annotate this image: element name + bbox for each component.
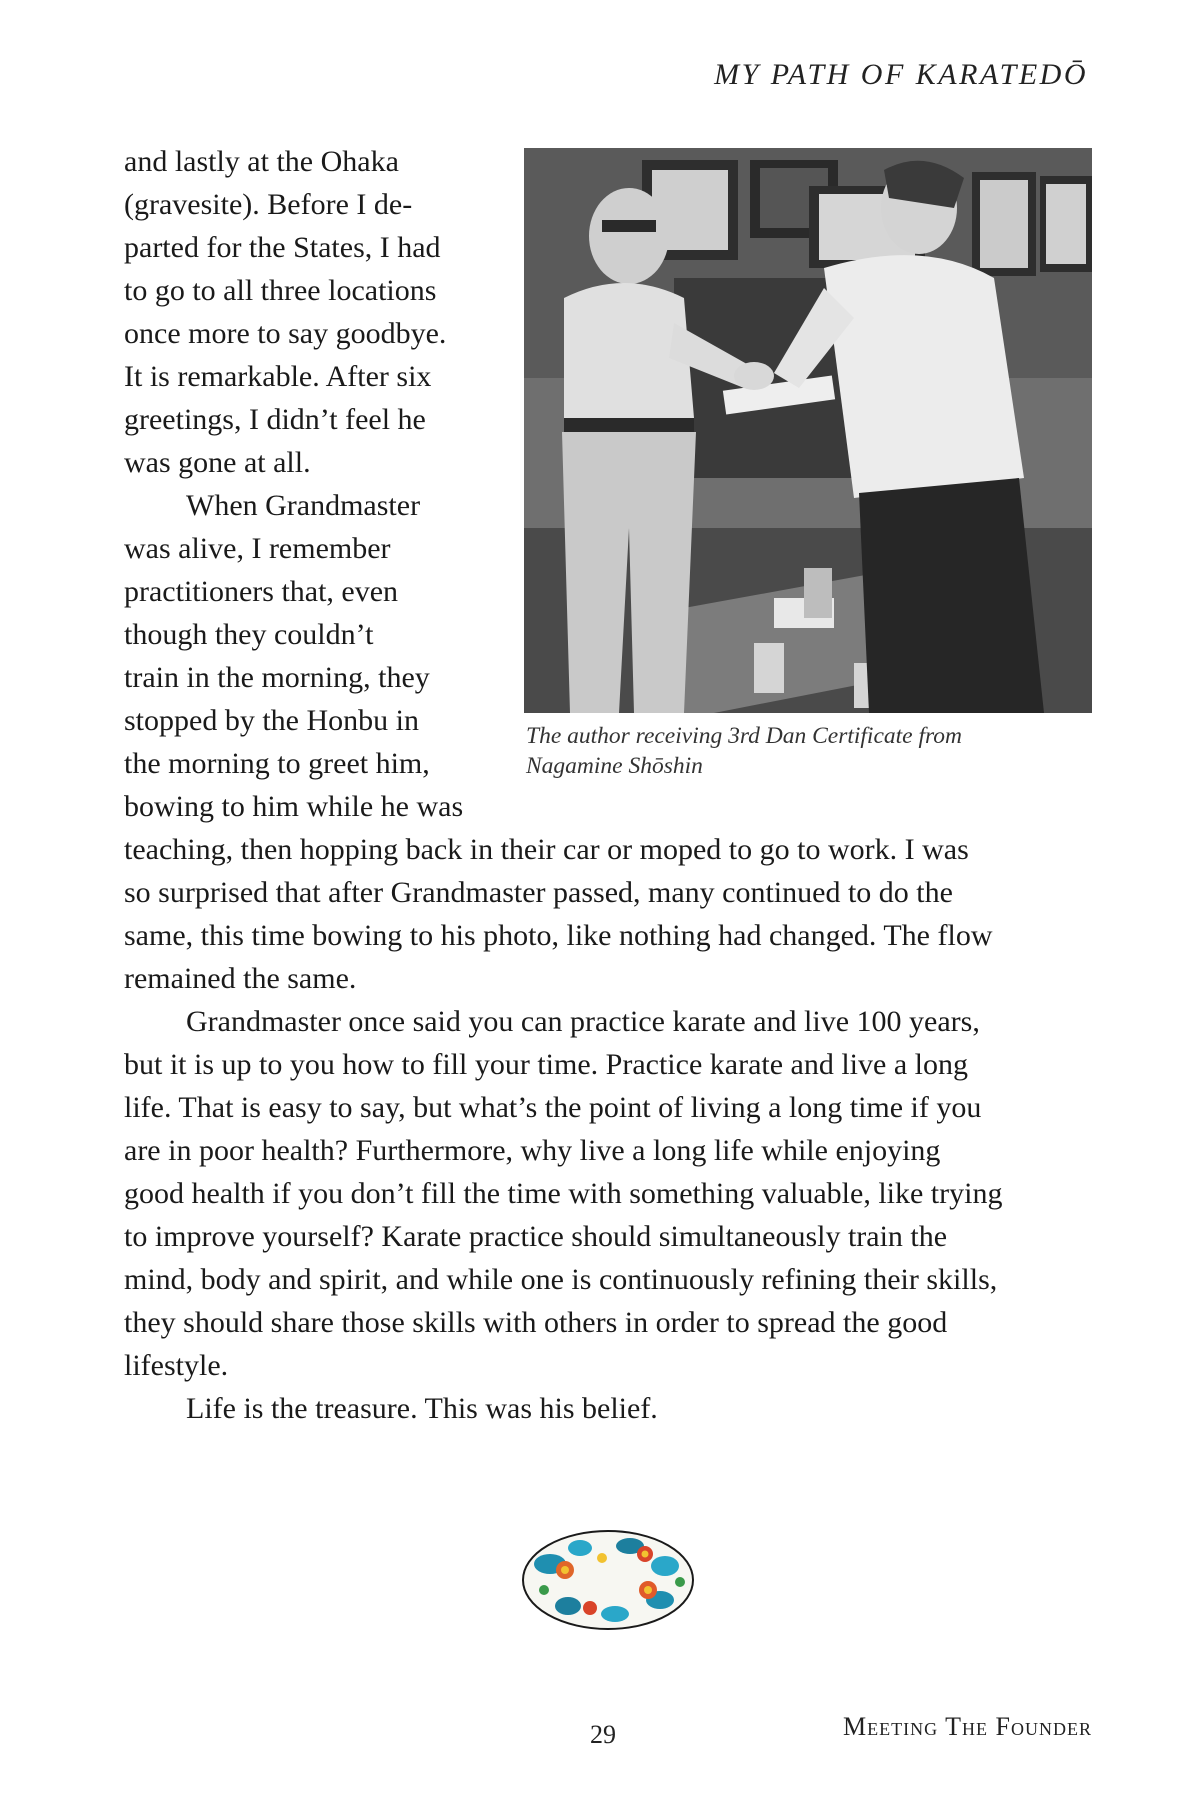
- running-foot-section-title: Meeting The Founder: [843, 1712, 1092, 1741]
- caption-line: The author receiving 3rd Dan Certificate from: [526, 723, 963, 749]
- text-line: parted for the States, I had: [124, 231, 441, 264]
- text-line: life. That is easy to say, but what’s the point of living a long time if you: [124, 1091, 982, 1124]
- narrow-text-column: [124, 140, 504, 828]
- handshake-photo: [524, 148, 1092, 713]
- floral-oval-ornament: [520, 1528, 696, 1632]
- text-line: and lastly at the Ohaka: [124, 145, 399, 178]
- text-line: but it is up to you how to fill your time. Practice karate and live a long: [124, 1048, 968, 1081]
- text-line: stopped by the Honbu in: [124, 704, 419, 737]
- text-line: bowing to him while he was: [124, 790, 464, 823]
- text-line: good health if you don’t fill the time with something valuable, like trying: [124, 1177, 1003, 1210]
- text-line: the morning to greet him,: [124, 747, 430, 780]
- paragraph-start-line: Life is the treasure. This was his belief.: [186, 1392, 658, 1425]
- text-line: (gravesite). Before I de-: [124, 188, 413, 221]
- text-line: same, this time bowing to his photo, like nothing had changed. The flow: [124, 919, 993, 952]
- text-line: practitioners that, even: [124, 575, 399, 608]
- page-number: 29: [590, 1720, 616, 1749]
- running-head-title: MY PATH OF KARATEDŌ: [714, 58, 1088, 91]
- figure: [524, 148, 1092, 781]
- text-line: so surprised that after Grandmaster passed, many continued to do the: [124, 876, 953, 909]
- figure-caption: [524, 721, 1092, 781]
- text-line: to go to all three locations: [124, 274, 437, 307]
- paragraph-start-line: Grandmaster once said you can practice karate and live 100 years,: [186, 1005, 980, 1038]
- text-line: It is remarkable. After six: [124, 360, 432, 393]
- text-line: once more to say goodbye.: [124, 317, 447, 350]
- text-line: though they couldn’t: [124, 618, 374, 651]
- full-width-text: [124, 828, 1094, 1430]
- text-line: remained the same.: [124, 962, 357, 995]
- caption-line: Nagamine Shōshin: [526, 753, 703, 779]
- text-line: was alive, I remember: [124, 532, 391, 565]
- text-line: are in poor health? Furthermore, why live a long life while enjoying: [124, 1134, 941, 1167]
- text-line: mind, body and spirit, and while one is continuously refining their skills,: [124, 1263, 998, 1296]
- text-line: lifestyle.: [124, 1349, 229, 1382]
- paragraph-start-line: When Grandmaster: [186, 489, 421, 522]
- text-line: train in the morning, they: [124, 661, 430, 694]
- text-line: to improve yourself? Karate practice should simultaneously train the: [124, 1220, 948, 1253]
- text-line: teaching, then hopping back in their car or moped to go to work. I was: [124, 833, 969, 866]
- text-line: greetings, I didn’t feel he: [124, 403, 426, 436]
- text-line: was gone at all.: [124, 446, 311, 479]
- text-line: they should share those skills with others in order to spread the good: [124, 1306, 948, 1339]
